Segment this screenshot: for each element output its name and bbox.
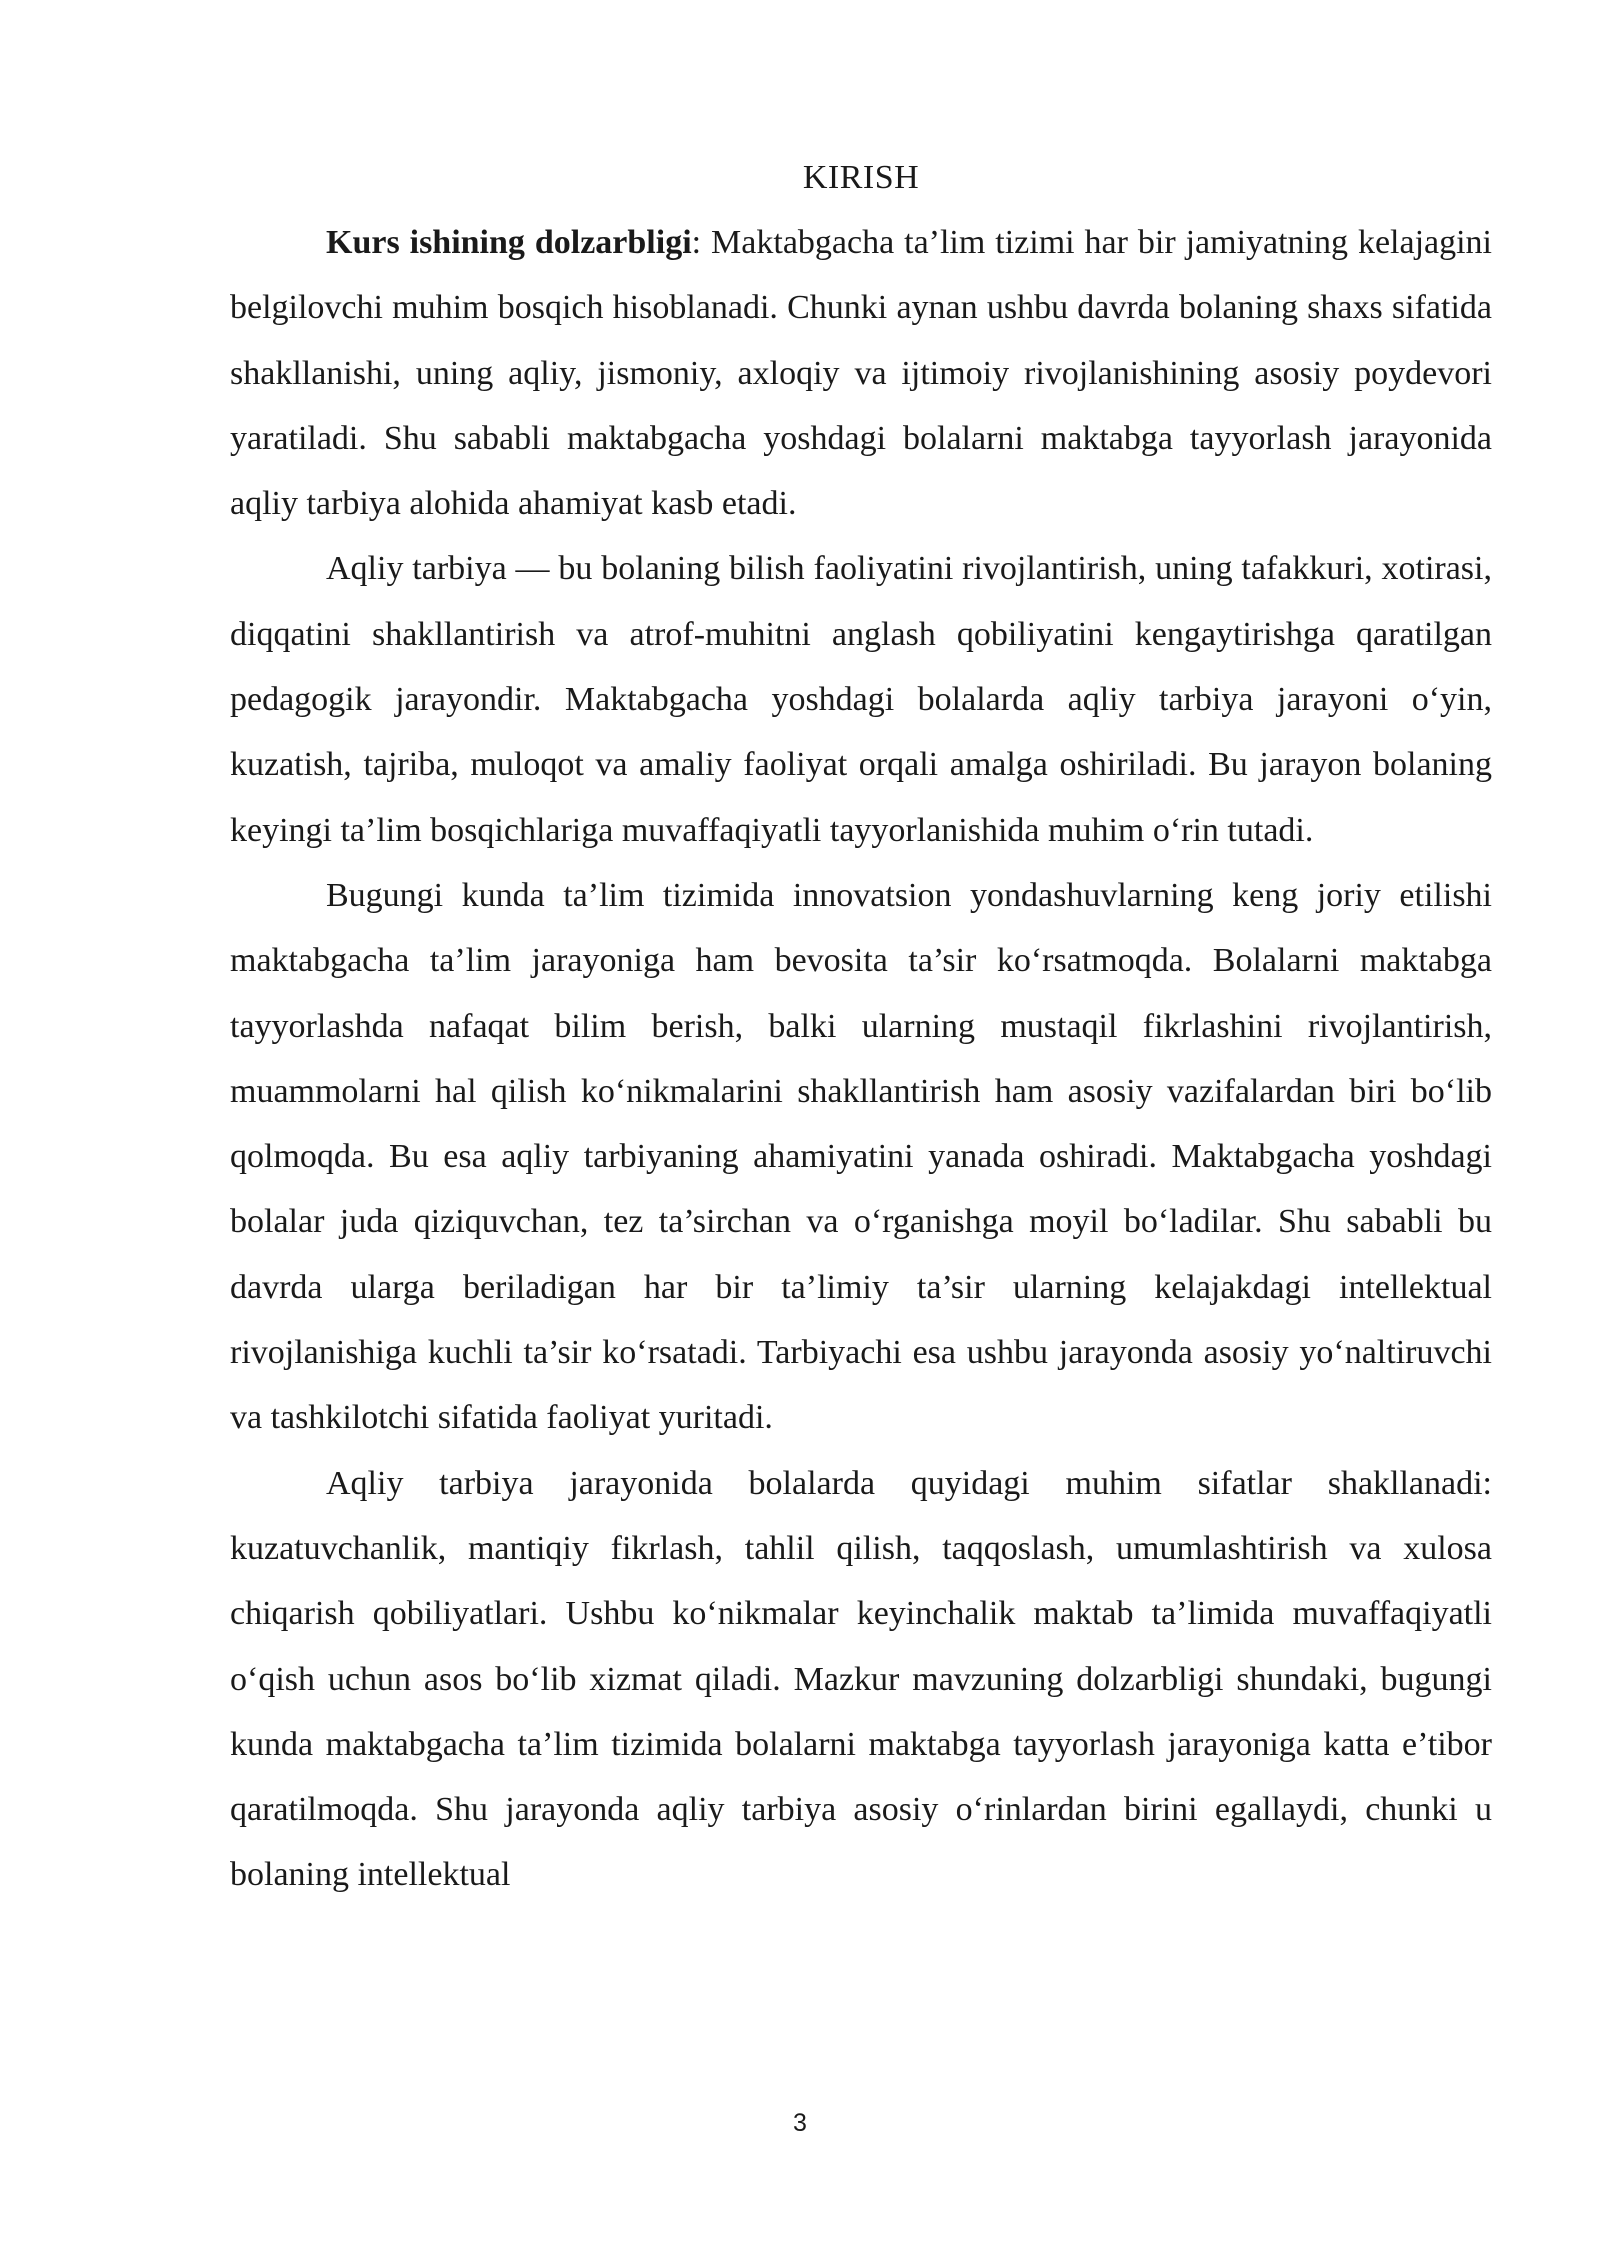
paragraph-innovation: Bugungi kunda ta’lim tizimida innovatsion yondashuvlarning keng joriy etilishi maktabgacha ta’lim jarayoniga ham bevosita ta’sir ko‘rsatmoqda. Bolalarni maktabga tayyorlashda nafaqat bilim berish, balki ularning mustaqil fikrlashini rivojlantirish, muammolarni hal qilish ko‘nikmalarini shakllantirish ham asosiy vazifalardan biri bo‘lib qolmoqda. Bu esa aqliy tarbiyaning ahamiyatini yanada oshiradi. Maktabgacha yoshdagi bolalar juda qiziquvchan, tez ta’sirchan va o‘rganishga moyil bo‘ladilar. Shu sababli bu davrda ularga beriladigan har bir ta’limiy ta’sir ularning kelajakdagi intellektual rivojlanishiga kuchli ta’sir ko‘rsatadi. Tarbiyachi esa ushbu jarayonda asosiy yo‘naltiruvchi va tashkilotchi sifatida faoliyat yuritadi. bbox=[230, 876, 1492, 1437]
paragraph-definition: Aqliy tarbiya — bu bolaning bilish faoliyatini rivojlantirish, uning tafakkuri, xotirasi, diqqatini shakllantirish va atrof-muhitni anglash qobiliyatini kengaytirishga qaratilgan pedagogik jarayondir. Maktabgacha yoshdagi bolalarda aqliy tarbiya jarayoni o‘yin, kuzatish, tajriba, muloqot va amaliy faoliyat orqali amalga oshiriladi. Bu jarayon bolaning keyingi ta’lim bosqichlariga muvaffaqiyatli tayyorlanishida muhim o‘rin tutadi. bbox=[230, 550, 1492, 849]
paragraph-relevance bbox=[230, 210, 1492, 536]
page-number: 3 bbox=[793, 2109, 807, 2137]
paragraph-qualities: Aqliy tarbiya jarayonida bolalarda quyidagi muhim sifatlar shakllanadi: kuzatuvchanlik, mantiqiy fikrlash, tahlil qilish, taqqoslash, umumlashtirish va xulosa chiqarish qobiliyatlari. Ushbu ko‘nikmalar keyinchalik maktab ta’limida muvaffaqiyatli o‘qish uchun asos bo‘lib xizmat qiladi. Mazkur mavzuning dolzarbligi shundaki, bugungi kunda maktabgacha ta’lim tizimida bolalarni maktabga tayyorlash jarayoniga katta e’tibor qaratilmoqda. Shu jarayonda aqliy tarbiya asosiy o‘rinlardan birini egallaydi, chunki u bolaning intellektual bbox=[230, 1464, 1492, 1894]
lead-colon: : bbox=[691, 224, 712, 261]
section-heading: KIRISH bbox=[802, 159, 920, 196]
paragraph-text: Maktabgacha ta’lim tizimi har bir jamiyatning kelajagini belgilovchi muhim bosqich hisoblanadi. Chunki aynan ushbu davrda bolaning shaxs sifatida shakllanishi, uning aqliy, jismoniy, axloqiy va ijtimoiy rivojlanishining asosiy poydevori yaratiladi. Shu sababli maktabgacha yoshdagi bolalarni maktabga tayyorlash jarayonida aqliy tarbiya alohida ahamiyat kasb etadi. bbox=[230, 224, 1492, 523]
bold-lead-term: Kurs ishining dolzarbligi bbox=[326, 224, 692, 261]
page-body bbox=[230, 146, 1492, 1908]
